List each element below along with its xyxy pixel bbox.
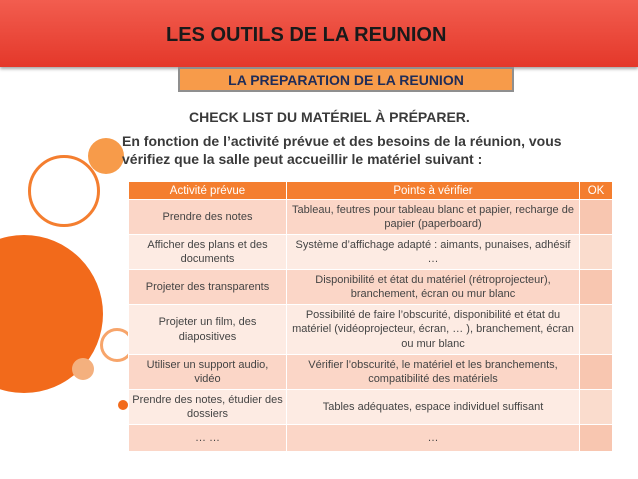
- table-row: [129, 390, 613, 425]
- ok-checkbox-cell[interactable]: [580, 270, 613, 305]
- activity-cell: Projeter un film, des diapositives: [129, 305, 287, 355]
- table-header-row: [129, 182, 613, 200]
- activity-cell: Projeter des transparents: [129, 270, 287, 305]
- ok-checkbox-cell[interactable]: [580, 235, 613, 270]
- points-cell: Tables adéquates, espace individuel suffisant: [287, 390, 580, 425]
- activity-cell: Prendre des notes, étudier des dossiers: [129, 390, 287, 425]
- ok-checkbox-cell[interactable]: [580, 425, 613, 452]
- table-row: [129, 235, 613, 270]
- points-cell: Tableau, feutres pour tableau blanc et papier, recharge de papier (paperboard): [287, 200, 580, 235]
- points-cell: …: [287, 425, 580, 452]
- points-cell: Système d’affichage adapté : aimants, punaises, adhésif …: [287, 235, 580, 270]
- decorative-circle-medium: [28, 155, 100, 227]
- ok-checkbox-cell[interactable]: [580, 390, 613, 425]
- header-activity: Activité prévue: [129, 182, 287, 200]
- intro-line-1: En fonction de l’activité prévue et des besoins de la réunion, vous: [122, 133, 562, 149]
- header-points: Points à vérifier: [287, 182, 580, 200]
- header-ok: OK: [580, 182, 613, 200]
- activity-cell: Utiliser un support audio, vidéo: [129, 355, 287, 390]
- decorative-circle-tiny: [118, 400, 128, 410]
- subtitle-box: [178, 67, 514, 92]
- decorative-circle-dot: [72, 358, 94, 380]
- points-cell: Disponibilité et état du matériel (rétroprojecteur), branchement, écran ou mur blanc: [287, 270, 580, 305]
- title-bar: [0, 0, 638, 67]
- activity-cell: … …: [129, 425, 287, 452]
- ok-checkbox-cell[interactable]: [580, 305, 613, 355]
- activity-cell: Prendre des notes: [129, 200, 287, 235]
- checklist-title: CHECK LIST DU MATÉRIEL À PRÉPARER.: [189, 109, 470, 125]
- table-row: [129, 425, 613, 452]
- checklist-table: [128, 181, 613, 452]
- points-cell: Possibilité de faire l’obscurité, disponibilité et état du matériel (vidéoprojecteur, écran, … ), branchement, écran ou mur blanc: [287, 305, 580, 355]
- table-row: [129, 270, 613, 305]
- intro-line-2: vérifiez que la salle peut accueillir le matériel suivant :: [122, 151, 483, 167]
- table-row: [129, 355, 613, 390]
- intro-text: [122, 132, 632, 168]
- points-cell: Vérifier l’obscurité, le matériel et les branchements, compatibilité des matériels: [287, 355, 580, 390]
- decorative-circle-small: [88, 138, 124, 174]
- ok-checkbox-cell[interactable]: [580, 200, 613, 235]
- ok-checkbox-cell[interactable]: [580, 355, 613, 390]
- slide-subtitle: LA PREPARATION DE LA REUNION: [228, 72, 464, 88]
- table-row: [129, 200, 613, 235]
- slide-title: LES OUTILS DE LA REUNION: [166, 24, 447, 46]
- activity-cell: Afficher des plans et des documents: [129, 235, 287, 270]
- table-row: [129, 305, 613, 355]
